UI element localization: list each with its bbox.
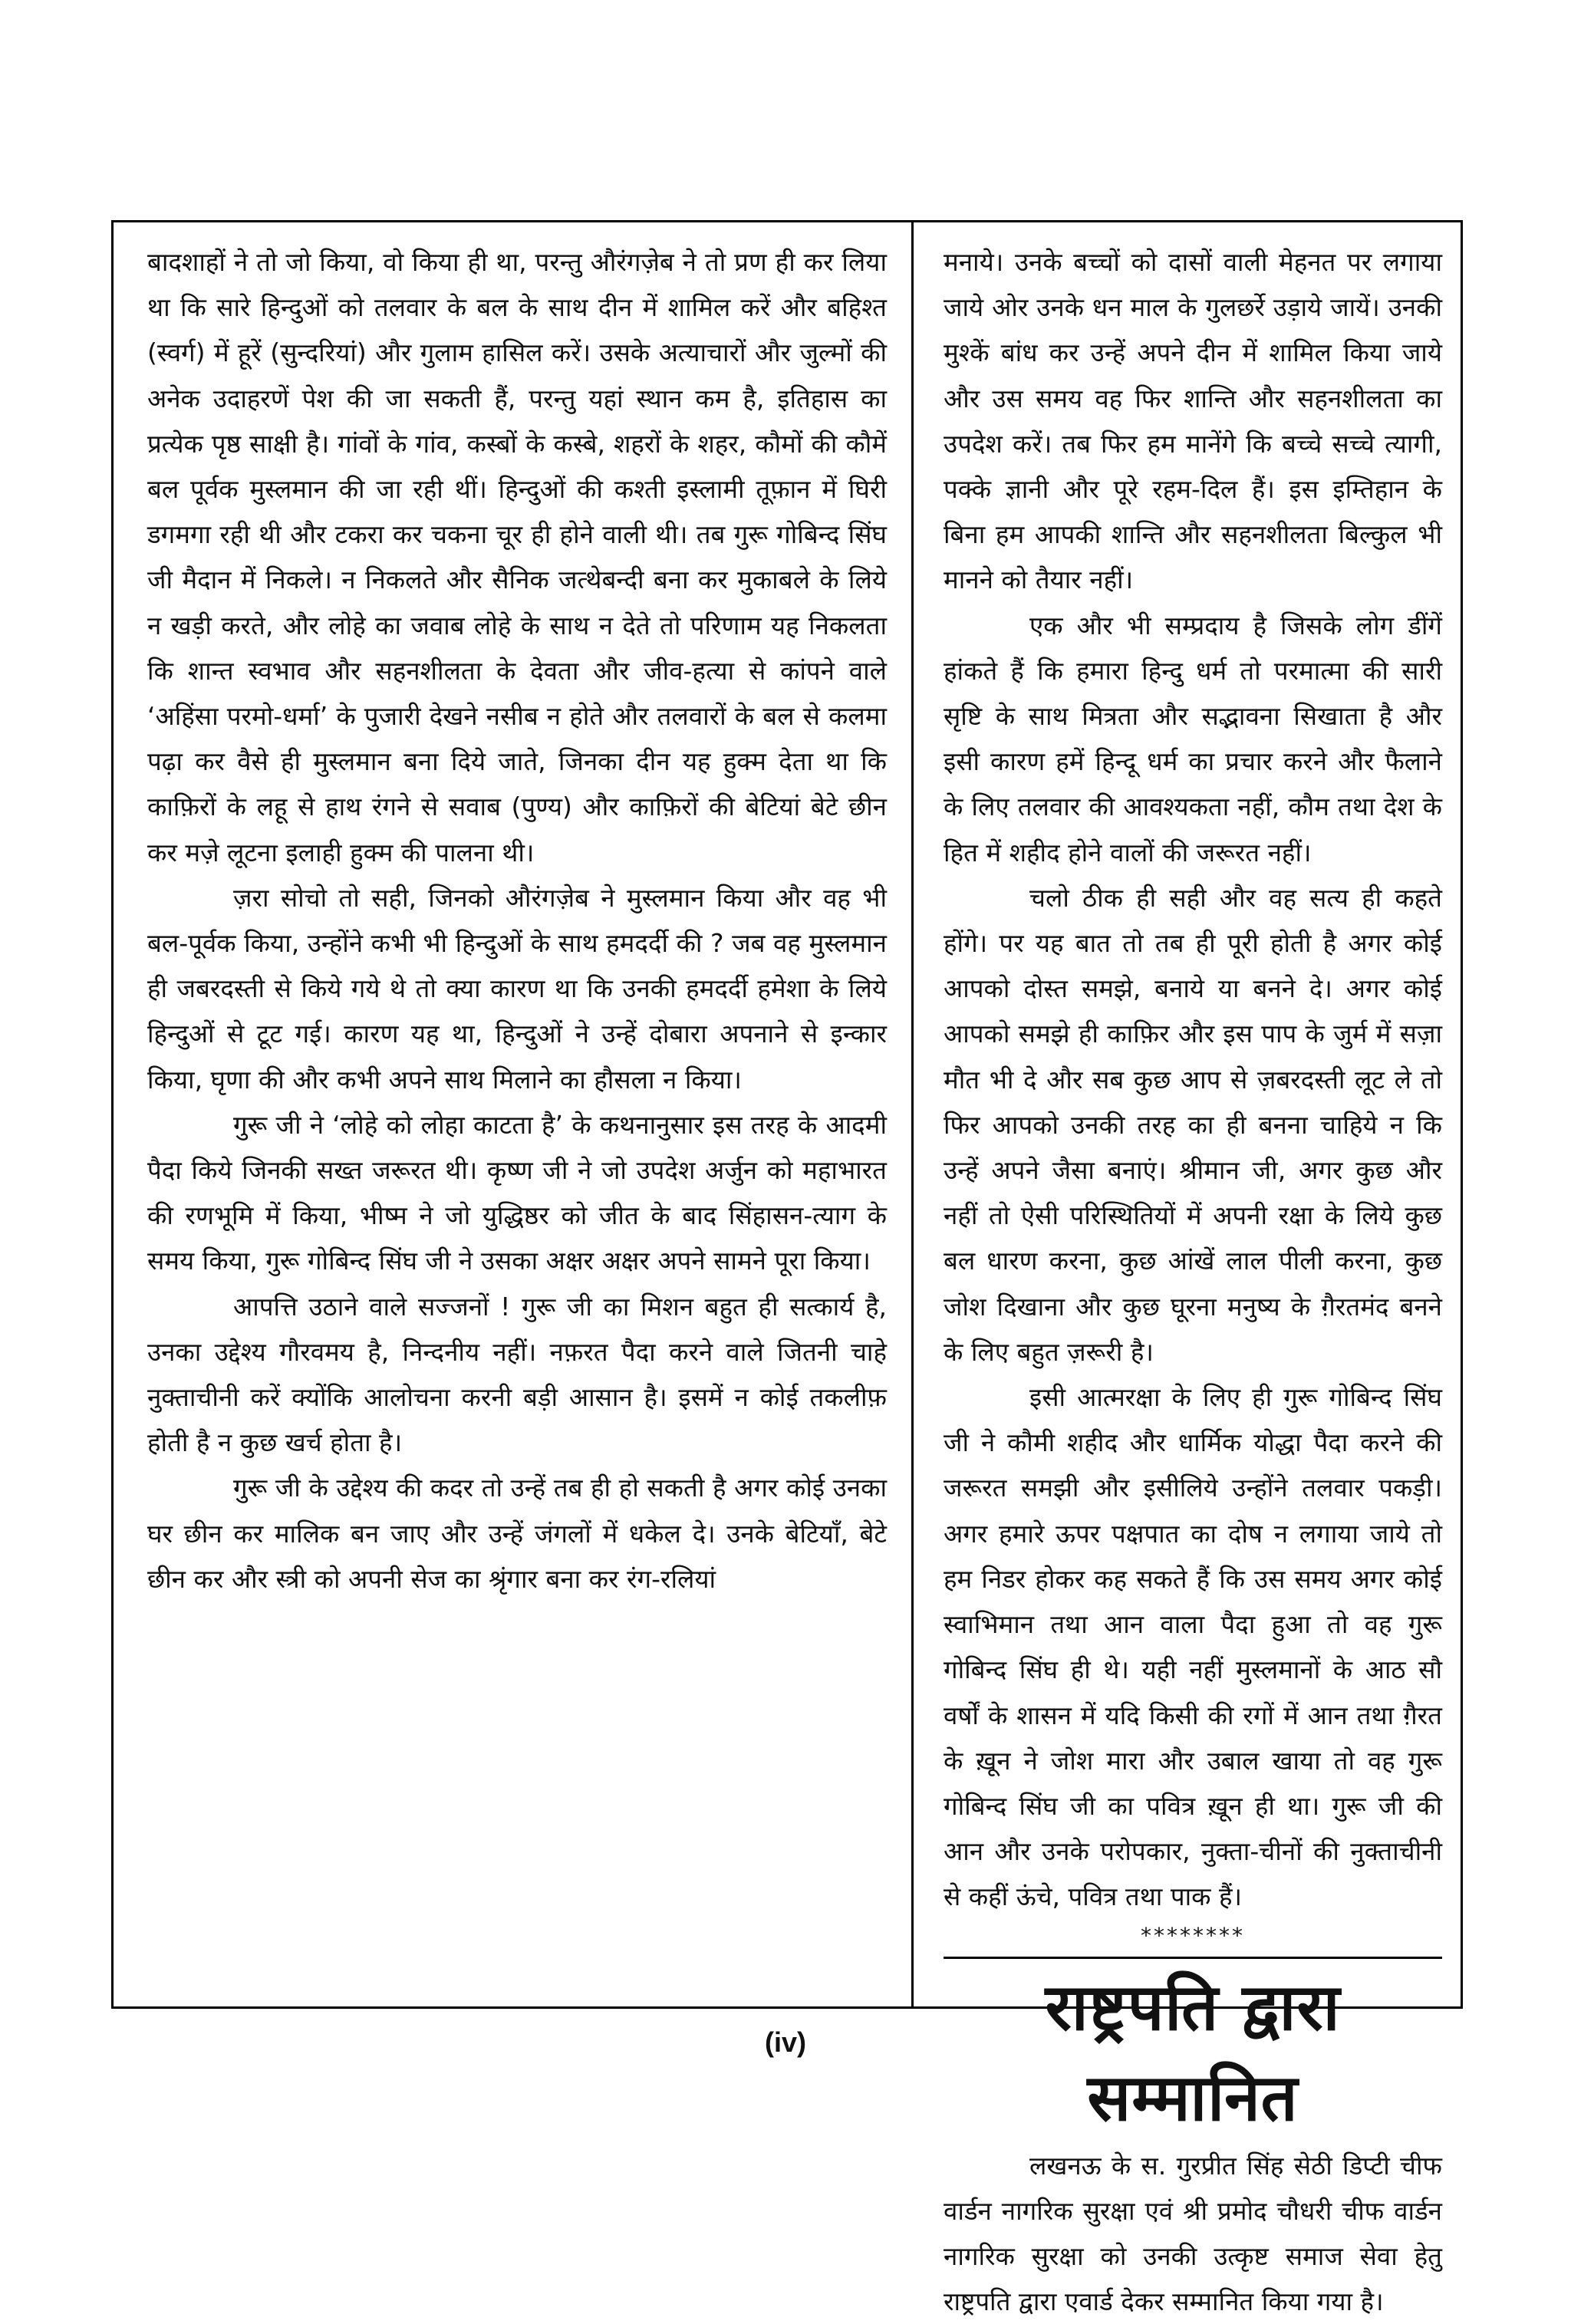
paragraph: इसी आत्मरक्षा के लिए ही गुरू गोबिन्द सिंघ जी ने कौमी शहीद और धार्मिक योद्धा पैदा करने की जरूरत समझी और इसीलिये उन्होंने तलवार पकड़ी। अगर हमारे ऊपर पक्षपात का दोष न लगाया जाये तो हम निडर होकर कह सकते हैं कि उस समय अगर कोई स्वाभिमान तथा आन वाला पैदा हुआ तो वह गुरू गोबिन्द सिंघ ही थे। यही नहीं मुस्लमानों के आठ सौ वर्षों के शासन में यदि किसी की रगों में आन तथा ग़ैरत के ख़ून ने जोश मारा और उबाल खाया तो वह गुरू गोबिन्द सिंघ जी का पवित्र ख़ून ही था। गुरू जी की आन और उनके परोपकार, नुक्ता-चीनों की नुक्ताचीनी से कहीं ऊंचे, पवित्र तथा पाक हैं। (944, 1382, 1442, 1912)
left-column (147, 239, 887, 1997)
paragraph: चलो ठीक ही सही और वह सत्य ही कहते होंगे। पर यह बात तो तब ही पूरी होती है अगर कोई आपको दोस्त समझे, बनाये या बनने दे। अगर कोई आपको समझे ही काफ़िर और इस पाप के जुर्म में सज़ा मौत भी दे और सब कुछ आप से ज़बरदस्ती लूट ले तो फिर आपको उनकी तरह का ही बनना चाहिये न कि उन्हें अपने जैसा बनाएं। श्रीमान जी, अगर कुछ और नहीं तो ऐसी परिस्थितियों में अपनी रक्षा के लिये कुछ बल धारण करना, कुछ आंखें लाल पीली करना, कुछ जोश दिखाना और कुछ घूरना मनुष्य के ग़ैरतमंद बनने के लिए बहुत ज़रूरी है। (944, 882, 1442, 1367)
page-number: (iv) (765, 2026, 806, 2058)
paragraph: एक और भी सम्प्रदाय है जिसके लोग डींगें हांकते हैं कि हमारा हिन्दु धर्म तो परमात्मा की सारी सृष्टि के साथ मित्रता और सद्भावना सिखाता है और इसी कारण हमें हिन्दू धर्म का प्रचार करने और फैलाने के लिए तलवार की आवश्यकता नहीं, कौम तथा देश के हित में शहीद होने वालों की जरूरत नहीं। (944, 610, 1442, 867)
notice-paragraph: लखनऊ के स. गुरप्रीत सिंह सेठी डिप्टी चीफ वार्डन नागरिक सुरक्षा एवं श्री प्रमोद चौधरी चीफ वार्डन नागरिक सुरक्षा को उनकी उत्कृष्ट समाज सेवा हेतु राष्ट्रपति द्वारा एवार्ड देकर सम्मानित किया गया है। (944, 2150, 1442, 2317)
paragraph: ज़रा सोचो तो सही, जिनको औरंगज़ेब ने मुस्लमान किया और वह भी बल-पूर्वक किया, उन्होंने कभी भी हिन्दुओं के साथ हमदर्दी की ? जब वह मुस्लमान ही जबरदस्ती से किये गये थे तो क्या कारण था कि उनकी हमदर्दी हमेशा के लिये हिन्दुओं से टूट गई। कारण यह था, हिन्दुओं ने उन्हें दोबारा अपनाने से इन्कार किया, घृणा की और कभी अपने साथ मिलाने का हौसला न किया। (147, 882, 887, 1095)
right-column (944, 239, 1442, 2317)
paragraph: बादशाहों ने तो जो किया, वो किया ही था, परन्तु औरंगज़ेब ने तो प्रण ही कर लिया था कि सारे हिन्दुओं को तलवार के बल के साथ दीन में शामिल करें और बहिश्त (स्वर्ग) में हूरें (सुन्दरियां) और गुलाम हासिल करें। उसके अत्याचारों और जुल्मों की अनेक उदाहरणें पेश की जा सकती हैं, परन्तु यहां स्थान कम है, इतिहास का प्रत्येक पृष्ठ साक्षी है। गांवों के गांव, कस्बों के कस्बे, शहरों के शहर, कौमों की कौमें बल पूर्वक मुस्लमान की जा रही थीं। हिन्दुओं की कश्ती इस्लामी तूफ़ान में घिरी डगमगा रही थी और टकरा कर चकना चूर ही होने वाली थी। तब गुरू गोबिन्द सिंघ जी मैदान में निकले। न निकलते और सैनिक जत्थेबन्दी बना कर मुकाबले के लिये न खड़ी करते, और लोहे का जवाब लोहे के साथ न देते तो परिणाम यह निकलता कि शान्त स्वभाव और सहनशीलता के देवता और जीव-हत्या से कांपने वाले ‘अहिंसा परमो-धर्मा’ के पुजारी देखने नसीब न होते और तलवारों के बल से कलमा पढ़ा कर वैसे ही मुस्लमान बना दिये जाते, जिनका दीन यह हुक्म देता था कि काफ़िरों के लहू से हाथ रंगने से सवाब (पुण्य) और काफ़िरों की बेटियां बेटे छीन कर मज़े लूटना इलाही हुक्म की पालना थी। (147, 247, 887, 867)
paragraph: आपत्ति उठाने वाले सज्जनों ! गुरू जी का मिशन बहुत ही सत्कार्य है, उनका उद्देश्य गौरवमय है, निन्दनीय नहीं। नफ़रत पैदा करने वाले जितनी चाहे नुक्ताचीनी करें क्योंकि आलोचना करनी बड़ी आसान है। इसमें न कोई तकलीफ़ होती है न कुछ खर्च होता है। (147, 1291, 887, 1458)
column-divider (911, 222, 914, 2006)
paragraph: गुरू जी ने ‘लोहे को लोहा काटता है’ के कथनानुसार इस तरह के आदमी पैदा किये जिनकी सख्त जरूरत थी। कृष्ण जी ने जो उपदेश अर्जुन को महाभारत की रणभूमि में किया, भीष्म ने जो युद्धिष्ठर को जीत के बाद सिंहासन-त्याग के समय किया, गुरू गोबिन्द सिंघ जी ने उसका अक्षर अक्षर अपने सामने पूरा किया। (147, 1109, 887, 1276)
headline: राष्ट्रपति द्वारा सम्मानित (1045, 1969, 1341, 2135)
paragraph: मनाये। उनके बच्चों को दासों वाली मेहनत पर लगाया जाये ओर उनके धन माल के गुलछर्रे उड़ाये जायें। उनकी मुश्कें बांध कर उन्हें अपने दीन में शामिल किया जाये और उस समय वह फिर शान्ति और सहनशीलता का उपदेश करें। तब फिर हम मानेंगे कि बच्चे सच्चे त्यागी, पक्के ज्ञानी और पूरे रहम-दिल हैं। इस इम्तिहान के बिना हम आपकी शान्ति और सहनशीलता बिल्कुल भी मानने को तैयार नहीं। (944, 247, 1442, 595)
paragraph: गुरू जी के उद्देश्य की कदर तो उन्हें तब ही हो सकती है अगर कोई उनका घर छीन कर मालिक बन जाए और उन्हें जंगलों में धकेल दे। उनके बेटियाँ, बेटे छीन कर और स्त्री को अपनी सेज का श्रृंगार बना कर रंग-रलियां (147, 1473, 887, 1594)
section-separator: ******** (1141, 1922, 1245, 1948)
horizontal-rule (944, 1957, 1442, 1959)
